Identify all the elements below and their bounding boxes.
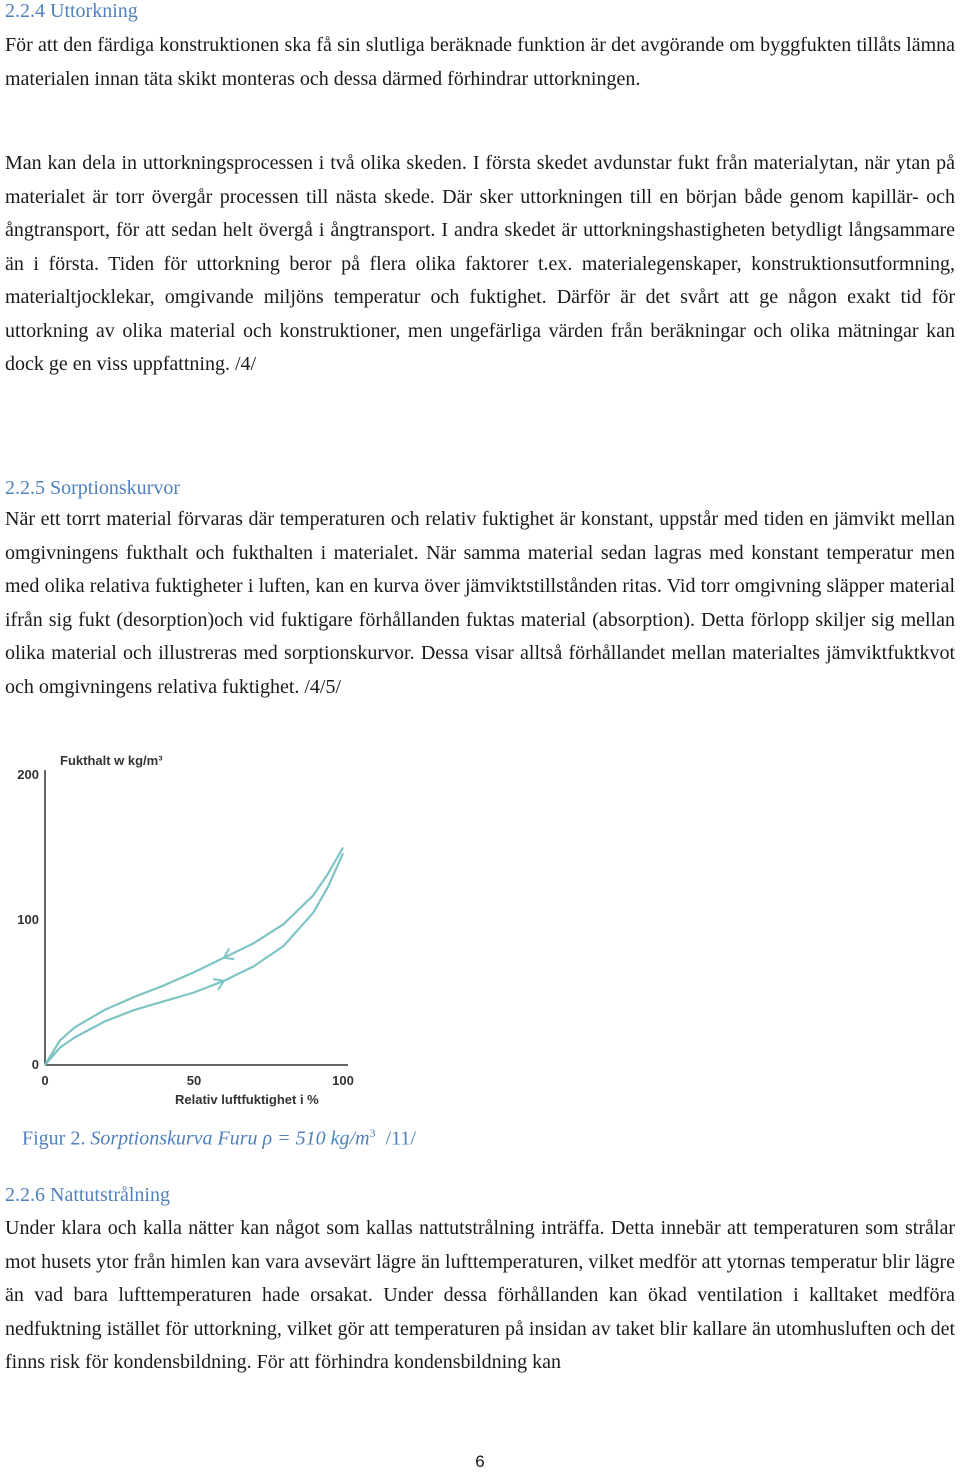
paragraph-sorptionskurvor: När ett torrt material förvaras där temperaturen och relativ fuktighet är konstant, uppstår med tiden en jämvikt mellan omgivningens fukthalt och fukthalten i materialet. När samma material sedan lagras med konstant temperatur men med olika relativa fuktigheter i luften, kan en kurva över jämviktstillstånden ritas. Vid torr omgivning släpper material ifrån sig fukt (desorption)och vid fuktigare förhållanden fuktas material (absorption). Detta förlopp skiljer sig mellan olika material och illustreras med sorptionskurvor. Dessa visar alltså förhållandet mellan materialtes jämviktfuktkvot och omgivningens relativa fuktighet. /4/5/ <box>5 508 955 698</box>
absorption-curve <box>45 853 343 1065</box>
paragraph-nattutstralning: Under klara och kalla nätter kan något som kallas nattutstrålning inträffa. Detta innebär att temperaturen som strålar mot husets ytor från himlen kan vara avsevärt lägre än lufttemperaturen, vilket medför att ytornas temperatur blir lägre än vad bara lufttemperaturen hade orsakat. Under dessa förhållanden kan ökad ventilation i kalltaket medföra nedfuktning istället för uttorkning, vilket gör att temperaturen på insidan av taket blir kallare än utomhusluften och det finns risk för kondensbildning. För att förhindra kondensbildning kan <box>5 1217 955 1373</box>
desorption-curve <box>45 848 343 1066</box>
y-tick-label-0: 0 <box>31 1057 39 1072</box>
caption-superscript: 3 <box>369 1126 376 1140</box>
page-number: 6 <box>475 1452 485 1471</box>
caption-reference: /11/ <box>385 1127 416 1150</box>
x-tick-label-2: 100 <box>332 1073 354 1088</box>
sorption-chart <box>5 740 365 1110</box>
heading-uttorkning: 2.2.4 Uttorkning <box>5 0 138 22</box>
caption-title: Sorptionskurva Furu ρ = 510 kg/m <box>90 1127 370 1150</box>
caption-prefix: Figur 2. <box>22 1127 86 1150</box>
heading-nattutstralning: 2.2.6 Nattutstrålning <box>5 1184 170 1206</box>
y-axis-label-text: Fukthalt w kg/m³ <box>60 753 163 768</box>
figure-caption <box>22 1126 416 1151</box>
y-tick-label-2: 200 <box>17 767 39 782</box>
x-tick-label-1: 50 <box>186 1073 202 1088</box>
x-tick-label-0: 0 <box>41 1073 49 1088</box>
y-tick-label-1: 100 <box>17 912 39 927</box>
heading-sorptionskurvor: 2.2.5 Sorptionskurvor <box>5 477 180 499</box>
paragraph-uttorkning-2: Man kan dela in uttorkningsprocessen i två olika skeden. I första skedet avdunstar fukt från materialytan, när ytan på materialet är torr övergår processen till nästa skede. Där sker uttorkningen till en början både genom kapillär- och ångtransport, för att sedan helt övergå i ångtransport. I andra skedet är uttorkningshastigheten betydligt långsammare än i första. Tiden för uttorkning beror på flera olika faktorer t.ex. materialegenskaper, konstruktionsutformning, materialtjocklekar, omgivande miljöns temperatur och fuktighet. Därför är det svårt att ge någon exakt tid för uttorkning av olika material och konstruktioner, men ungefärliga värden från beräkningar och olika mätningar kan dock ge en viss uppfattning. /4/ <box>5 152 955 375</box>
x-axis-label: Relativ luftfuktighet i % <box>175 1092 319 1107</box>
paragraph-uttorkning-1: För att den färdiga konstruktionen ska få sin slutliga beräknade funktion är det avgörande om byggfukten tillåts lämna materialen innan täta skikt monteras och dessa därmed förhindrar uttorkningen. <box>5 34 955 90</box>
y-axis-label <box>60 753 163 768</box>
